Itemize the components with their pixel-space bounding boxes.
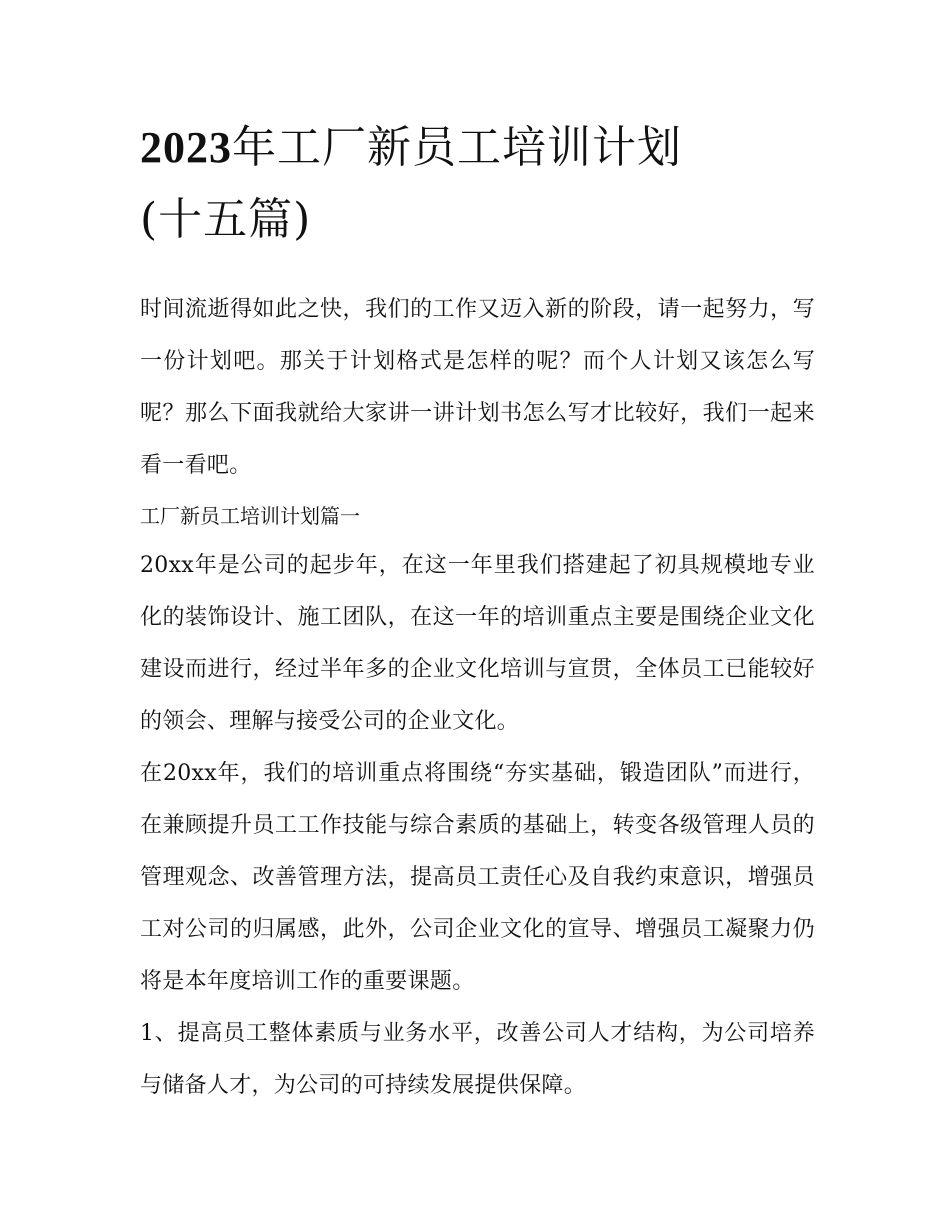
title-text: 年工厂新员工培训计划 — [232, 122, 682, 173]
section-heading: 工厂新员工培训计划篇一 — [140, 504, 360, 528]
document-title — [140, 112, 815, 256]
body-paragraph-2: 在20xx年，我们的培训重点将围绕“夯实基础，锻造团队”而进行，在兼顾提升员工工作技能与综合素质的基础上，转变各级管理人员的管理观念、改善管理方法，提高员工责任心及自我约束意识，增强员工对公司的归属感，此外，公司企业文化的宣导、增强员工凝聚力仍将是本年度培训工作的重要课题。 — [140, 761, 815, 994]
intro-paragraph: 时间流逝得如此之快，我们的工作又迈入新的阶段，请一起努力，写一份计划吧。那关于计划格式是怎样的呢？而个人计划又该怎么写呢？那么下面我就给大家讲一讲计划书怎么写才比较好，我们一起来看一看吧。 — [140, 297, 815, 478]
body-paragraph-3: 1、提高员工整体素质与业务水平，改善公司人才结构，为公司培养与储备人才，为公司的可持续发展提供保障。 — [140, 1021, 815, 1098]
body-paragraph-1: 20xx年是公司的起步年，在这一年里我们搭建起了初具规模地专业化的装饰设计、施工团队，在这一年的培训重点主要是围绕企业文化建设而进行，经过半年多的企业文化培训与宣贯，全体员工已能较好的领会、理解与接受公司的企业文化。 — [140, 553, 815, 734]
document-body — [140, 112, 815, 1112]
title-subtitle: (十五篇) — [140, 194, 312, 245]
title-year: 2023 — [140, 123, 232, 172]
